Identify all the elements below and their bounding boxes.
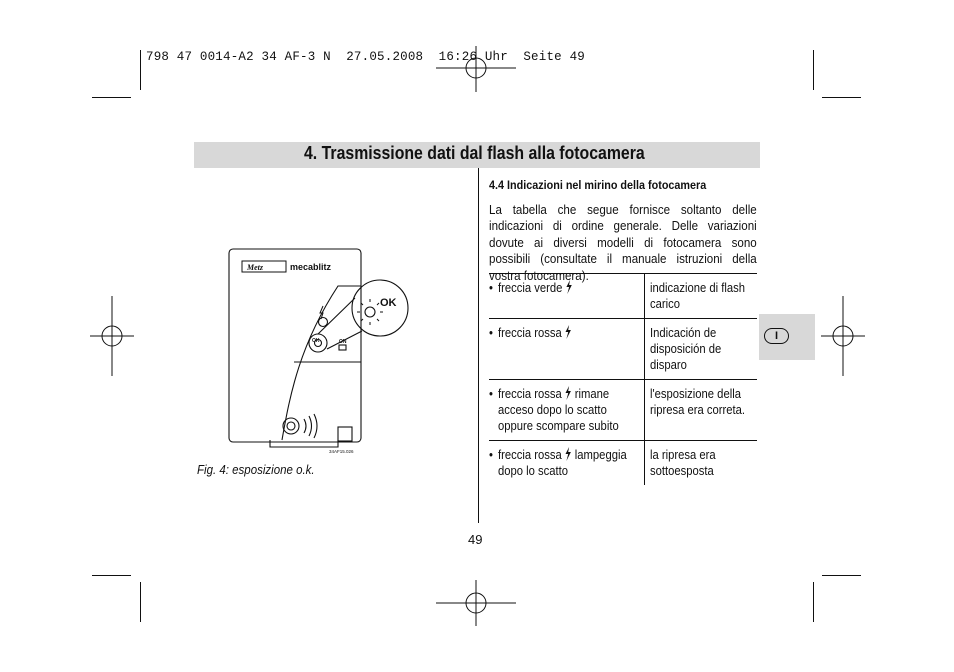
brand-label: mecablitz	[290, 262, 332, 272]
bullet: •	[489, 281, 493, 295]
row-meaning: la ripresa era sottoesposta	[650, 448, 716, 478]
flash-unit-illustration	[220, 244, 420, 459]
row-meaning: indicazione di flash carico	[650, 281, 746, 311]
chapter-title: 4. Trasmissione dati dal flash alla fotocamera	[304, 143, 645, 163]
row-label-suffix: lampeggia	[571, 448, 627, 462]
row-label-line: dopo lo scatto	[498, 464, 569, 478]
row-meaning: Indicación de disposición de disparo	[650, 326, 722, 372]
indicator-table	[489, 273, 757, 485]
flash-bolt-icon	[564, 447, 571, 461]
flash-bolt-icon	[565, 280, 572, 294]
bullet: •	[489, 326, 493, 340]
row-label: freccia rossa	[498, 387, 562, 401]
table-row	[489, 380, 757, 441]
flash-bolt-icon	[564, 386, 571, 400]
row-label: freccia rossa	[498, 448, 562, 462]
page-number: 49	[468, 532, 483, 547]
table-row	[489, 319, 757, 380]
table-row	[489, 274, 757, 319]
figure-caption: Fig. 4: esposizione o.k.	[197, 463, 315, 477]
bullet: •	[489, 448, 493, 462]
column-divider	[478, 168, 479, 523]
bullet: •	[489, 387, 493, 401]
part-code: 34AF15.026	[329, 449, 354, 454]
row-label: freccia verde	[498, 281, 563, 295]
ok-small-label: OK	[312, 338, 320, 344]
language-tab	[759, 314, 815, 360]
print-header: 798 47 0014-A2 34 AF-3 N 27.05.2008 16:26 Uhr Seite 49	[146, 50, 585, 64]
row-label-suffix: rimane	[571, 387, 610, 401]
table-row	[489, 441, 757, 486]
metz-logo: Metz	[247, 263, 263, 272]
section-heading: 4.4 Indicazioni nel mirino della fotocamera	[489, 178, 707, 192]
row-label-line: acceso dopo lo scatto	[498, 403, 607, 417]
on-label: ON	[339, 339, 347, 345]
row-label: freccia rossa	[498, 326, 562, 340]
row-meaning: l'esposizione della ripresa era correta.	[650, 387, 746, 417]
intro-paragraph: La tabella che segue fornisce soltanto delle indicazioni di ordine generale. Delle variazioni dovute ai diversi modelli di fotocamera sono possibili (consultate il manuale istruzioni della vostra fotocamera).	[489, 203, 757, 283]
row-label-line: oppure scompare subito	[498, 419, 619, 433]
chapter-title-bar	[194, 142, 760, 168]
ok-indicator-label: OK	[380, 297, 397, 309]
language-indicator: I	[764, 328, 789, 344]
flash-bolt-icon	[564, 325, 571, 339]
